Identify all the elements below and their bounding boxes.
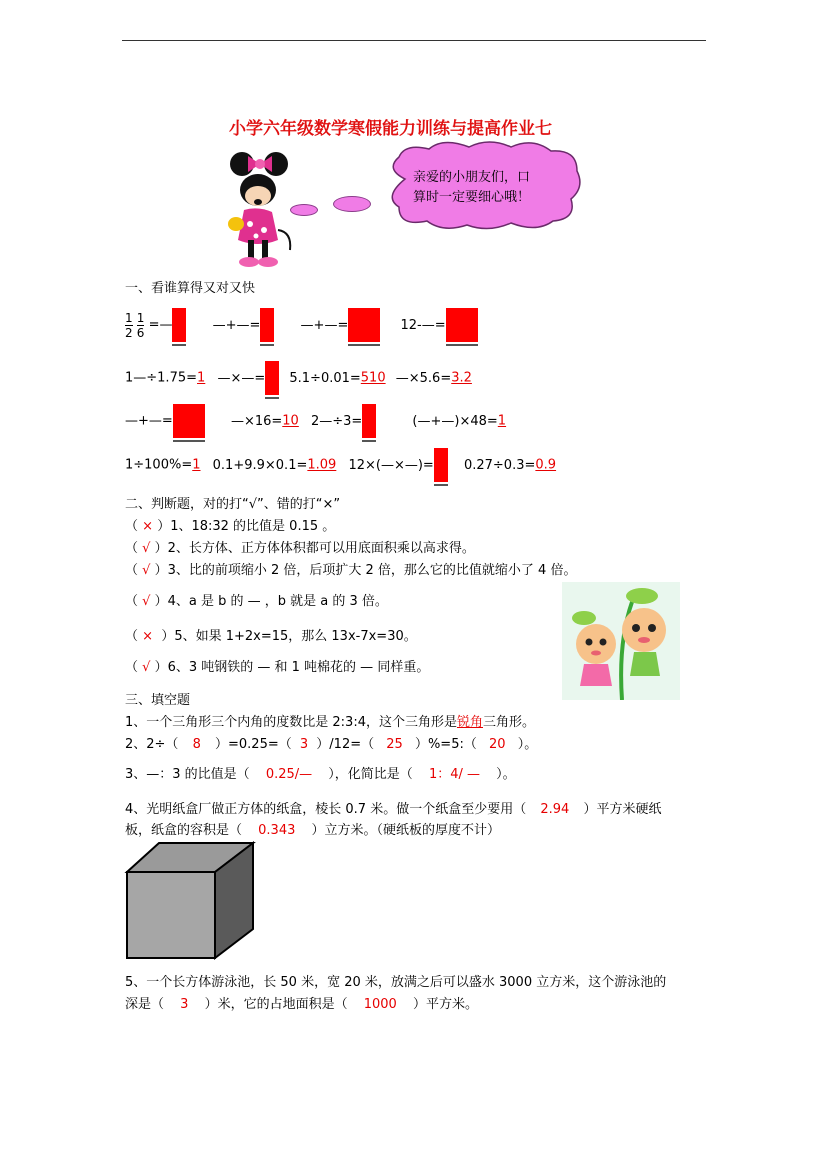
answer-box xyxy=(434,448,448,482)
judge-item: （ × ）1、18:32 的比值是 0.15 。 xyxy=(125,519,336,534)
fill-q5-line2: 深是（ 3 ）米，它的占地面积是（ 1000 ）平方米。 xyxy=(125,997,478,1012)
section1-heading: 一、看谁算得又对又快 xyxy=(125,281,256,296)
answer-box xyxy=(265,361,279,395)
fraction-2: $\frac{1}{6}$ xyxy=(136,310,145,340)
cube-illustration xyxy=(124,841,256,961)
page-title: 小学六年级数学寒假能力训练与提高作业七 xyxy=(229,119,552,139)
thought-dot-small xyxy=(290,204,318,216)
answer-box xyxy=(446,308,478,342)
judge-item: （ √ ）2、长方体、正方体体积都可以用底面积乘以高求得。 xyxy=(125,541,475,556)
answer-box xyxy=(260,308,274,342)
fill-q5-line1: 5、一个长方体游泳池，长 50 米，宽 20 米，放满之后可以盛水 3000 立方米，这个游泳池的 xyxy=(125,975,667,990)
judge-item: （ √ ）6、3 吨钢铁的 — 和 1 吨棉花的 — 同样重。 xyxy=(125,660,430,675)
calc-row-3: —+—= —×16=10 2—÷3= (—+—)×48=1 xyxy=(125,404,506,444)
cartoon-kids-illustration xyxy=(562,582,680,700)
answer-box xyxy=(172,308,186,342)
header-rule xyxy=(122,40,706,41)
bubble-line-2: 算时一定要细心哦！ xyxy=(413,190,531,205)
fill-q3: 3、—：3 的比值是（ 0.25/— ），化简比是（ 1：4/ — ）。 xyxy=(125,767,516,782)
section2-heading: 二、判断题，对的打“√”、错的打“×” xyxy=(125,497,341,512)
judge-item: （ √ ）3、比的前项缩小 2 倍，后项扩大 2 倍，那么它的比值就缩小了 4 倍。 xyxy=(125,563,577,578)
fill-q4-line2: 板，纸盒的容积是（ 0.343 ）立方米。（硬纸板的厚度不计） xyxy=(125,823,501,838)
fraction-1: $\frac{1}{2}$ xyxy=(125,310,133,340)
answer-box xyxy=(362,404,376,438)
thought-dot-medium xyxy=(333,196,371,212)
section3-heading: 三、填空题 xyxy=(125,693,191,708)
judge-item: （ √ ）4、a 是 b 的 — ，b 就是 a 的 3 倍。 xyxy=(125,594,388,609)
answer-box xyxy=(173,404,205,438)
fill-q4-line1: 4、光明纸盒厂做正方体的纸盒，棱长 0.7 米。做一个纸盒至少要用（ 2.94 ）平方米硬纸 xyxy=(125,802,662,817)
judge-item: （ × ）5、如果 1+2x=15，那么 13x-7x=30。 xyxy=(125,629,417,644)
fill-q2: 2、2÷（ 8 ）=0.25=（ 3 ）/12=（ 25 ）%=5:（ 20 ）。 xyxy=(125,737,538,752)
fill-q1: 1、一个三角形三个内角的度数比是 2:3:4，这个三角形是锐角三角形。 xyxy=(125,715,536,730)
calc-row-4: 1÷100%=1 0.1+9.9×0.1=1.09 12×(—×—)= 0.27÷0.3=0.9 xyxy=(125,448,556,488)
calc-row-1: $\frac{1}{2}$ $\frac{1}{6}$ =— —+—= —+—= 12-—= xyxy=(125,308,478,348)
answer-box xyxy=(348,308,380,342)
calc-row-2: 1—÷1.75=1 —×—= 5.1÷0.01=510 —×5.6=3.2 xyxy=(125,361,472,401)
bubble-line-1: 亲爱的小朋友们，口 xyxy=(413,170,531,185)
minnie-illustration xyxy=(218,150,300,272)
